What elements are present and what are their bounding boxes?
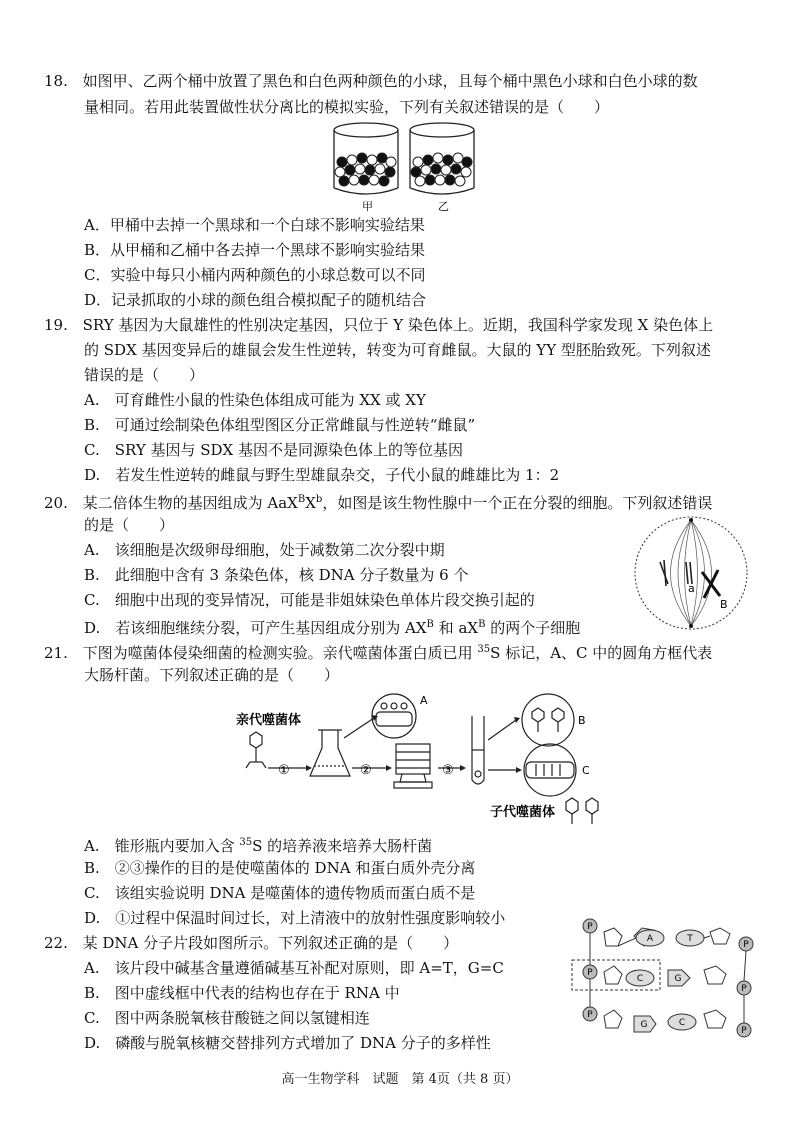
step-2-label: ② [360, 763, 372, 778]
q20-sup-b: B [297, 494, 306, 505]
q21-option-b: B. ②③操作的目的是使噬菌体的 DNA 和蛋白质外壳分离 [84, 859, 476, 877]
q20-option-c: C. 细胞中出现的变异情况，可能是非姐妹染色单体片段交换引起的 [84, 591, 535, 609]
q21-option-a-post: S 的培养液来培养大肠杆菌 [252, 837, 433, 855]
q19-option-a: A. 可育雌性小鼠的性染色体组成可能为 XX 或 XY [84, 391, 426, 409]
q22-option-c: C. 图中两条脱氧核苷酸链之间以氢键相连 [84, 1009, 370, 1027]
bucket-label-yi: 乙 [438, 200, 449, 213]
q21-line1 [44, 639, 712, 664]
parent-phage-icon [246, 732, 266, 768]
q21-sup-35: 35 [477, 644, 491, 655]
dna-base-a-1: A [646, 934, 654, 944]
dna-row-1 [583, 919, 753, 951]
cell-label-a: a [688, 582, 695, 595]
q22-option-a: A. 该片段中碱基含量遵循碱基互补配对原则，即 A=T，G=C [84, 959, 504, 977]
q22-stem-1: 某 DNA 分子片段如图所示。下列叙述正确的是（ ） [82, 934, 459, 952]
q20-number: 20. [44, 494, 68, 512]
q18-option-d: D．记录抓取的小球的颜色组合模拟配子的随机结合 [84, 291, 427, 309]
q20-line1 [44, 489, 712, 514]
q20-option-a: A. 该细胞是次级卵母细胞，处于减数第二次分裂中期 [84, 541, 445, 559]
bacteria-a-icon [372, 694, 416, 738]
q19-stem-3: 错误的是（ ） [84, 366, 205, 384]
q19-number: 19. [44, 316, 68, 334]
dna-base-c-2: C [636, 974, 644, 984]
bucket-yi [410, 123, 474, 194]
dna-row-2 [572, 960, 751, 995]
phosphate-label-r1: P [743, 940, 749, 950]
q21-option-c: C. 该组实验说明 DNA 是噬菌体的遗传物质而蛋白质不是 [84, 884, 476, 902]
parent-phage-label: 亲代噬菌体 [236, 713, 302, 728]
phosphate-label: P [587, 922, 593, 932]
q21-number: 21. [44, 644, 68, 662]
q22-number: 22. [44, 934, 68, 952]
flask-icon [310, 730, 350, 776]
q19-option-c: C. SRY 基因与 SDX 基因不是同源染色体上的等位基因 [84, 441, 464, 459]
child-phage-icon [566, 798, 598, 824]
q21-stem-1b: S 标记，A、C 中的圆角方框代表 [490, 644, 713, 662]
q19-option-d: D. 若发生性逆转的雌鼠与野生型雄鼠杂交，子代小鼠的雌雄比为 1：2 [84, 466, 560, 484]
blender-icon [394, 744, 432, 788]
step-1-label: ① [278, 763, 290, 778]
q21-stem-2: 大肠杆菌。下列叙述正确的是（ ） [84, 666, 340, 684]
q21-option-a-sup: 35 [239, 837, 253, 848]
phosphate-label-r3b: P [741, 1026, 747, 1036]
q20-option-d-b: 的两个子细胞 [485, 619, 581, 637]
q18-option-a: A．甲桶中去掉一个黑球和一个白球不影响实验结果 [84, 216, 425, 234]
dna-row-3 [583, 1007, 751, 1037]
dna-base-g-3: G [640, 1020, 648, 1030]
label-c: C [582, 764, 590, 777]
precipitate-c-icon [524, 744, 576, 796]
dna-base-t-1: T [687, 934, 693, 944]
cell-label-b: B [720, 598, 728, 611]
q22-option-d: D. 磷酸与脱氧核糖交替排列方式增加了 DNA 分子的多样性 [84, 1034, 491, 1052]
q19-line1 [44, 314, 713, 336]
q20-option-b: B. 此细胞中含有 3 条染色体，核 DNA 分子数量为 6 个 [84, 566, 469, 584]
q20-option-d [84, 614, 580, 639]
q21-option-a-pre: A. 锥形瓶内要加入含 [84, 837, 240, 855]
supernatant-b-icon [522, 694, 574, 746]
q20-option-d-sup1: B [426, 619, 434, 630]
q22-option-b: B. 图中虚线框中代表的结构也存在于 RNA 中 [84, 984, 400, 1002]
q20-stem-1a: 某二倍体生物的基因组成为 AaX [82, 494, 298, 512]
q21-option-a [84, 832, 432, 857]
q18-option-c: C．实验中每只小桶内两种颜色的小球总数可以不同 [84, 266, 426, 284]
label-a: A [420, 694, 428, 707]
step-3-label: ③ [442, 763, 454, 778]
q22-line1 [44, 932, 458, 954]
q20-stem-2: 的是（ ） [84, 516, 175, 534]
label-b: B [578, 714, 586, 727]
cell-division-figure [630, 512, 752, 634]
q20-stem-1b: ，如图是该生物性腺中一个正在分裂的细胞。下列叙述错误 [322, 494, 713, 512]
phage-experiment-figure [232, 690, 632, 830]
bucket-jia [334, 123, 398, 194]
phosphate-label-r2b: P [741, 984, 747, 994]
bucket-figure [330, 120, 480, 212]
q18-stem-2: 量相同。若用此装置做性状分离比的模拟实验，下列有关叙述错误的是（ ） [84, 98, 610, 116]
q20-sup-lower-b: b [315, 494, 323, 505]
phosphate-label-r3: P [587, 1010, 593, 1020]
q18-number: 18. [44, 72, 68, 90]
bucket-label-jia: 甲 [362, 200, 373, 213]
phosphate-label-r2: P [587, 968, 593, 978]
q19-stem-2: 的 SDX 基因变异后的雄鼠会发生性逆转，转变为可育雌鼠。大鼠的 YY 型胚胎致死。下列叙述 [84, 341, 711, 359]
q19-option-b: B. 可通过绘制染色体组型图区分正常雌鼠与性逆转“雌鼠” [84, 416, 476, 434]
test-tube-icon [472, 716, 484, 784]
q20-option-d-mid: 和 aX [433, 619, 479, 637]
q21-stem-1a: 下图为噬菌体侵染细菌的检测实验。亲代噬菌体蛋白质已用 [82, 644, 478, 662]
dna-fragment-figure [578, 916, 760, 1042]
q20-option-d-a: D. 若该细胞继续分裂，可产生基因组成分别为 AX [84, 619, 427, 637]
child-phage-label: 子代噬菌体 [490, 805, 556, 820]
dna-base-c-3: C [678, 1018, 686, 1028]
q20-option-d-sup2: B [478, 619, 486, 630]
page-footer: 高一生物学科 试题 第 4页（共 8 页） [281, 1072, 519, 1087]
q19-stem-1: SRY 基因为大鼠雄性的性别决定基因，只位于 Y 染色体上。近期，我国科学家发现 X 染色体上 [82, 316, 714, 334]
q20-stem-x: X [305, 494, 316, 512]
q18-line1 [44, 70, 698, 92]
q18-stem-1: 如图甲、乙两个桶中放置了黑色和白色两种颜色的小球，且每个桶中黑色小球和白色小球的数 [82, 72, 698, 90]
q18-option-b: B．从甲桶和乙桶中各去掉一个黑球不影响实验结果 [84, 241, 426, 259]
dna-base-g-2: G [674, 974, 682, 984]
q21-option-d: D. ①过程中保温时间过长，对上清液中的放射性强度影响较小 [84, 909, 506, 927]
